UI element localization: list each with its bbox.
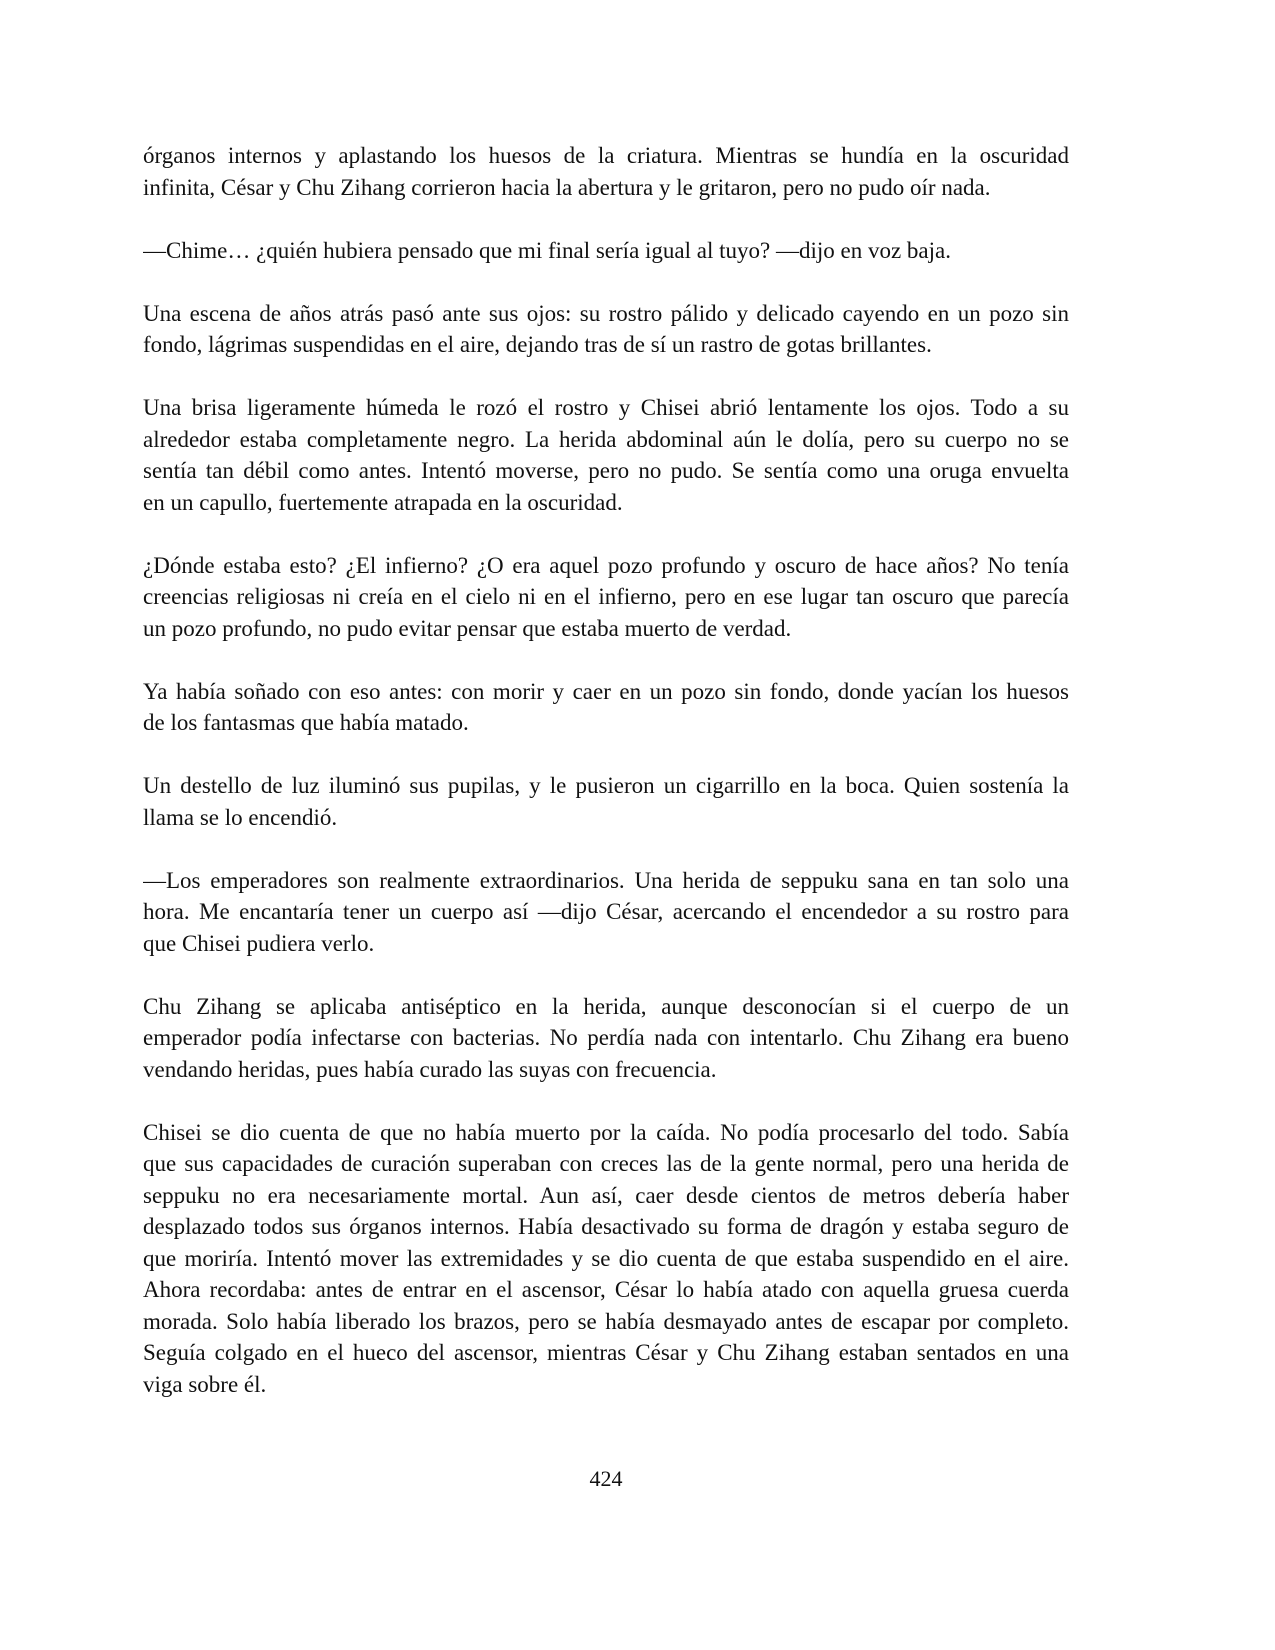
paragraph	[143, 865, 1069, 960]
text-line: hora. Me encantaría tener un cuerpo así —dijo César, acercando el encendedor a su rostro para	[143, 899, 1069, 924]
text-line: fondo, lágrimas suspendidas en el aire, dejando tras de sí un rastro de gotas brillantes.	[143, 332, 932, 357]
text-line: vendando heridas, pues había curado las suyas con frecuencia.	[143, 1056, 717, 1082]
text-line: Ahora recordaba: antes de entrar en el ascensor, César lo había atado con aquella gruesa cuerda	[143, 1277, 1069, 1302]
paragraph	[143, 1117, 1069, 1401]
text-line: órganos internos y aplastando los huesos de la criatura. Mientras se hundía en la oscuridad	[143, 143, 1069, 168]
paragraph	[143, 770, 1069, 833]
paragraph	[143, 991, 1069, 1086]
text-line: —Los emperadores son realmente extraordinarios. Una herida de seppuku sana en tan solo una	[143, 867, 1069, 893]
text-line: de los fantasmas que había matado.	[143, 710, 469, 735]
text-line: infinita, César y Chu Zihang corrieron hacia la abertura y le gritaron, pero no pudo oír nada.	[143, 174, 991, 200]
text-line: Una brisa ligeramente húmeda le rozó el rostro y Chisei abrió lentamente los ojos. Todo a su	[143, 395, 1069, 420]
text-line: que moriría. Intentó mover las extremidades y se dio cuenta de que estaba suspendido en el aire.	[143, 1245, 1069, 1271]
text-line: Una escena de años atrás pasó ante sus ojos: su rostro pálido y delicado cayendo en un pozo sin	[143, 300, 1069, 326]
text-line: alrededor estaba completamente negro. La herida abdominal aún le dolía, pero su cuerpo no se	[143, 426, 1069, 452]
text-line: Ya había soñado con eso antes: con morir y caer en un pozo sin fondo, donde yacían los huesos	[143, 678, 1069, 704]
text-line: Un destello de luz iluminó sus pupilas, y le pusieron un cigarrillo en la boca. Quien sostenía la	[143, 773, 1069, 798]
text-line: seppuku no era necesariamente mortal. Aun así, caer desde cientos de metros debería haber	[143, 1182, 1069, 1208]
text-line: que sus capacidades de curación superaban con creces las de la gente normal, pero una herida de	[143, 1151, 1069, 1176]
page-body	[143, 140, 1069, 1432]
paragraph	[143, 550, 1069, 645]
text-line: ¿Dónde estaba esto? ¿El infierno? ¿O era aquel pozo profundo y oscuro de hace años? No tenía	[143, 552, 1069, 578]
paragraph	[143, 298, 1069, 361]
text-line: Seguía colgado en el hueco del ascensor, mientras César y Chu Zihang estaban sentados en una	[143, 1340, 1069, 1365]
text-line: un pozo profundo, no pudo evitar pensar que estaba muerto de verdad.	[143, 615, 792, 641]
page-number: 424	[589, 1466, 623, 1491]
paragraph	[143, 235, 1069, 267]
text-line: Chu Zihang se aplicaba antiséptico en la herida, aunque desconocían si el cuerpo de un	[143, 993, 1069, 1019]
text-line: —Chime… ¿quién hubiera pensado que mi final sería igual al tuyo? —dijo en voz baja.	[143, 237, 951, 263]
paragraph	[143, 140, 1069, 203]
text-line: morada. Solo había liberado los brazos, pero se había desmayado antes de escapar por completo.	[143, 1308, 1069, 1334]
text-line: Chisei se dio cuenta de que no había muerto por la caída. No podía procesarlo del todo. Sabía	[143, 1119, 1069, 1145]
text-line: que Chisei pudiera verlo.	[143, 930, 375, 956]
text-line: desplazado todos sus órganos internos. Había desactivado su forma de dragón y estaba seguro de	[143, 1214, 1069, 1239]
text-line: llama se lo encendió.	[143, 804, 338, 830]
text-line: emperador podía infectarse con bacterias. No perdía nada con intentarlo. Chu Zihang era bueno	[143, 1025, 1069, 1050]
text-line: sentía tan débil como antes. Intentó moverse, pero no pudo. Se sentía como una oruga envuelta	[143, 458, 1069, 483]
paragraph	[143, 392, 1069, 518]
text-line: creencias religiosas ni creía en el cielo ni en el infierno, pero en ese lugar tan oscuro que parecía	[143, 584, 1069, 609]
text-line: en un capullo, fuertemente atrapada en la oscuridad.	[143, 489, 623, 515]
text-line: viga sobre él.	[143, 1371, 267, 1397]
paragraph	[143, 676, 1069, 739]
